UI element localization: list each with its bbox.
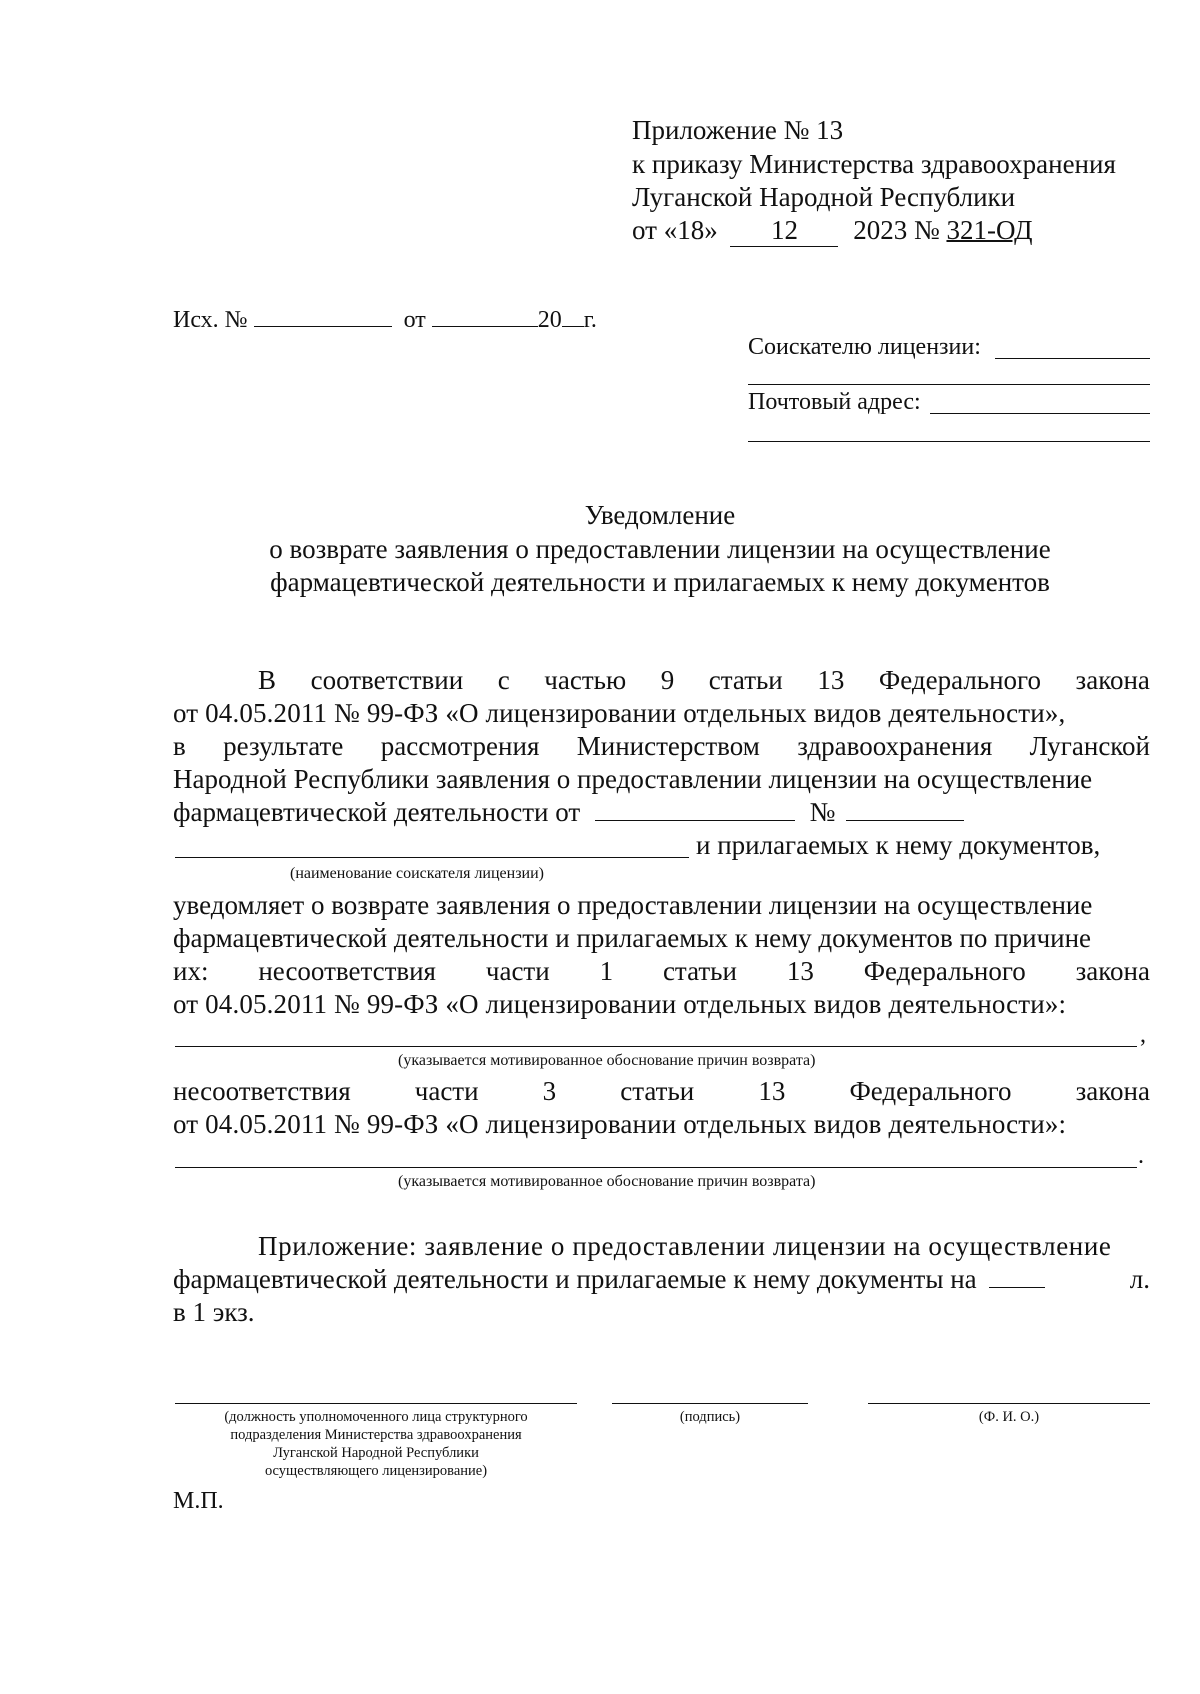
p1-line-4: Народной Республики заявления о предоставлении лицензии на осуществление (173, 764, 1093, 794)
word: статьи (620, 1076, 695, 1106)
p1-line-5 (173, 796, 964, 828)
word: закона (1075, 1076, 1150, 1106)
word: части (414, 1076, 479, 1106)
p1-line-1 (258, 664, 1150, 696)
reason-field-2[interactable] (175, 1167, 1137, 1168)
outgoing-prefix: Исх. № (173, 307, 248, 333)
word: несоответствия (258, 956, 436, 986)
outgoing-number-line (173, 304, 597, 335)
word: несоответствия (173, 1076, 351, 1106)
word: 13 (786, 956, 814, 986)
p1-line-3 (173, 730, 1150, 762)
word: здравоохранения (797, 731, 993, 761)
word: закона (1075, 665, 1150, 695)
word: с (497, 665, 510, 695)
outgoing-year-prefix: 20 (537, 307, 562, 333)
p2-line-1: уведомляет о возврате заявления о предоставлении лицензии на осуществление (173, 890, 1093, 920)
outgoing-year-field[interactable] (562, 304, 584, 327)
pages-count-field[interactable] (989, 1263, 1045, 1288)
address-label: Почтовый адрес: (748, 389, 921, 415)
title-line-2: о возврате заявления о предоставлении лицензии на осуществление (269, 534, 1051, 564)
position-caption-2: подразделения Министерства здравоохранения (230, 1427, 522, 1443)
attachment-line-1 (258, 1230, 1150, 1262)
signature-field[interactable] (612, 1403, 808, 1404)
annex-line-1: Приложение № 13 (632, 115, 844, 145)
signature-caption: (подпись) (679, 1409, 741, 1425)
attachment-line-2-prefix: фармацевтической деятельности и прилагаемые к нему документы на (173, 1264, 977, 1294)
annex-date-month: 12 (730, 214, 838, 247)
p1-line-5-no: № (809, 797, 836, 827)
p2-line-2: фармацевтической деятельности и прилагаемых к нему документов по причине (173, 923, 1092, 953)
attachment-line-2-suffix: л. (1129, 1264, 1150, 1294)
reason-field-1[interactable] (175, 1046, 1137, 1047)
application-number-field[interactable] (846, 796, 964, 821)
word: частью (544, 665, 627, 695)
word: Министерством (576, 731, 760, 761)
word: закона (1075, 956, 1150, 986)
position-caption-4: осуществляющего лицензирование) (264, 1463, 488, 1479)
word: части (485, 956, 550, 986)
reason-comma: , (1140, 1022, 1146, 1048)
p3-line-2: от 04.05.2011 № 99-ФЗ «О лицензировании отдельных видов деятельности»: (173, 1109, 1067, 1139)
outgoing-date-field[interactable] (432, 304, 538, 327)
word: 1 (599, 956, 614, 986)
applicant-label: Соискателю лицензии: (748, 334, 981, 360)
position-caption-3: Луганской Народной Республики (273, 1445, 479, 1461)
word: 9 (660, 665, 675, 695)
annex-date-year: 2023 № (853, 215, 940, 245)
word: Федерального (878, 665, 1041, 695)
word: В (258, 665, 277, 695)
word: 13 (817, 665, 845, 695)
title-line-1: Уведомление (584, 500, 736, 530)
reason-caption-1: (указывается мотивированное обоснование причин возврата) (398, 1052, 816, 1069)
position-field[interactable] (175, 1403, 577, 1404)
word: результате (223, 731, 344, 761)
reason-caption-2: (указывается мотивированное обоснование причин возврата) (398, 1173, 816, 1190)
stamp-label: М.П. (173, 1488, 224, 1514)
word: статьи (708, 665, 783, 695)
fio-caption: (Ф. И. О.) (978, 1409, 1040, 1425)
outgoing-from-label: от (403, 307, 426, 333)
p2-line-4: от 04.05.2011 № 99-ФЗ «О лицензировании отдельных видов деятельности»: (173, 989, 1067, 1019)
word: 3 (542, 1076, 557, 1106)
attachment-line-1-text: Приложение: заявление о предоставлении лицензии на осуществление (258, 1231, 1112, 1261)
fio-field[interactable] (868, 1403, 1150, 1404)
address-field-2[interactable] (748, 441, 1150, 442)
p3-line-1 (173, 1075, 1150, 1107)
applicant-name-caption: (наименование соискателя лицензии) (290, 865, 544, 882)
applicant-field-2[interactable] (748, 384, 1150, 385)
word: Федерального (849, 1076, 1012, 1106)
address-field[interactable] (930, 413, 1150, 414)
p2-line-3 (173, 955, 1150, 987)
annex-order-number: 321-ОД (946, 215, 1033, 245)
applicant-field[interactable] (995, 358, 1150, 359)
word: Федерального (863, 956, 1026, 986)
p1-line-6-suffix: и прилагаемых к нему документов, (696, 830, 1101, 860)
word: Луганской (1029, 731, 1150, 761)
word: рассмотрения (380, 731, 540, 761)
annex-line-3: Луганской Народной Республики (632, 182, 1016, 212)
p1-line-2: от 04.05.2011 № 99-ФЗ «О лицензировании отдельных видов деятельности», (173, 698, 1066, 728)
outgoing-year-suffix: г. (583, 307, 597, 333)
attachment-line-3: в 1 экз. (173, 1297, 255, 1327)
application-date-field[interactable] (595, 796, 795, 821)
word: их: (173, 956, 209, 986)
applicant-name-field[interactable] (175, 857, 689, 858)
reason-period: . (1138, 1143, 1144, 1169)
annex-date-line (632, 214, 1033, 247)
word: соответствии (310, 665, 464, 695)
title-line-3: фармацевтической деятельности и прилагаемых к нему документов (270, 567, 1050, 597)
outgoing-number-field[interactable] (254, 304, 392, 327)
word: 13 (758, 1076, 786, 1106)
position-caption-1: (должность уполномоченного лица структурного (224, 1409, 528, 1425)
word: статьи (662, 956, 737, 986)
p1-line-5-prefix: фармацевтической деятельности от (173, 797, 581, 827)
word: в (173, 731, 186, 761)
attachment-line-2 (173, 1263, 1150, 1295)
annex-line-2: к приказу Министерства здравоохранения (632, 149, 1116, 179)
annex-date-prefix: от «18» (632, 215, 718, 245)
